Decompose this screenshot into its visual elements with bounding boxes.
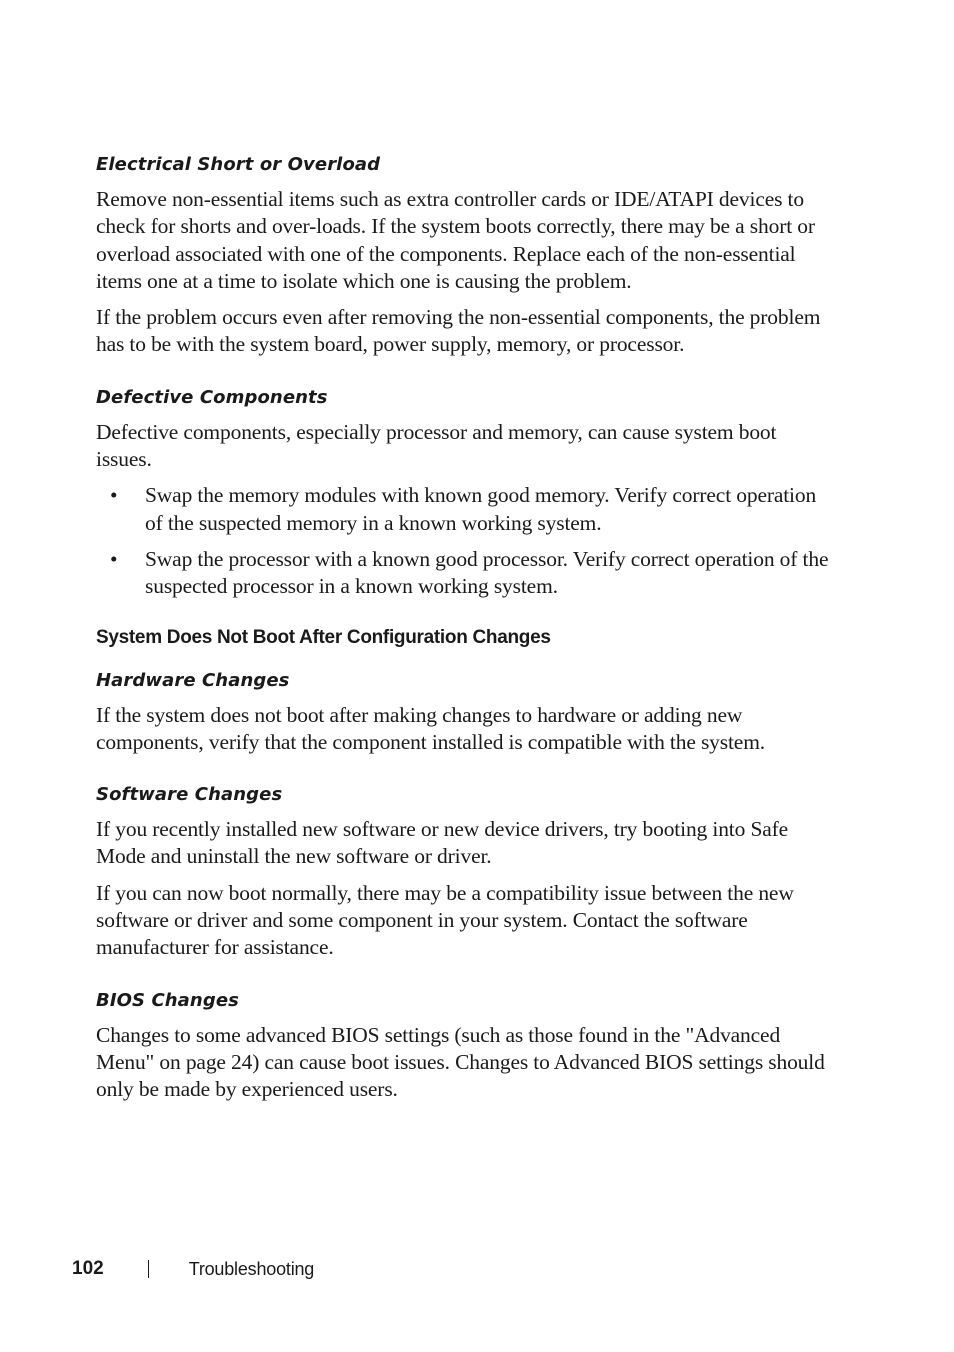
paragraph-software-1: If you recently installed new software or new device drivers, try booting into Safe Mode and uninstall the new software or driver.: [96, 817, 789, 869]
heading-electrical-short: Electrical Short or Overload: [96, 154, 381, 175]
bullet-icon: •: [110, 483, 118, 508]
paragraph-electrical-1: Remove non-essential items such as extra controller cards or IDE/ATAPI devices to check for shorts and over-loads. If the system boots correctly, there may be a short or overload associated with one of the components. Replace each of the non-essential items one at a time to isolate which one is causing the problem.: [96, 187, 815, 293]
heading-config-changes: System Does Not Boot After Configuration Changes: [96, 626, 551, 648]
paragraph-hardware-1: If the system does not boot after making changes to hardware or adding new components, verify that the component installed is compatible with the system.: [96, 702, 765, 754]
page-content: [96, 152, 831, 1113]
heading-defective-components: Defective Components: [96, 386, 328, 408]
footer-divider: [148, 1260, 149, 1278]
bullet-list-defective: [96, 482, 831, 600]
list-item-text: Swap the processor with a known good processor. Verify correct operation of the suspected processor in a known working system.: [145, 546, 829, 599]
paragraph-bios-1: Changes to some advanced BIOS settings (such as those found in the "Advanced Menu" on page 24) can cause boot issues. Changes to Advanced BIOS settings should only be made by experienced users.: [96, 1022, 825, 1102]
page-number: 102: [72, 1258, 104, 1279]
list-item: [96, 482, 831, 537]
paragraph-electrical-2: If the problem occurs even after removing the non-essential components, the problem has to be with the system board, power supply, memory, or processor.: [96, 305, 821, 357]
list-item-text: Swap the memory modules with known good memory. Verify correct operation of the suspected memory in a known working system.: [145, 483, 817, 535]
heading-bios-changes: BIOS Changes: [96, 989, 239, 1011]
bullet-icon: •: [110, 546, 118, 571]
list-item: [96, 546, 831, 601]
footer-section-name: Troubleshooting: [188, 1258, 315, 1279]
heading-hardware-changes: Hardware Changes: [96, 669, 290, 691]
paragraph-defective-1: Defective components, especially processor and memory, can cause system boot issues.: [96, 419, 777, 472]
page-footer: [72, 1256, 314, 1282]
paragraph-software-2: If you can now boot normally, there may be a compatibility issue between the new software or driver and some component in your system. Contact the software manufacturer for assistance.: [96, 880, 794, 960]
heading-software-changes: Software Changes: [96, 784, 283, 806]
